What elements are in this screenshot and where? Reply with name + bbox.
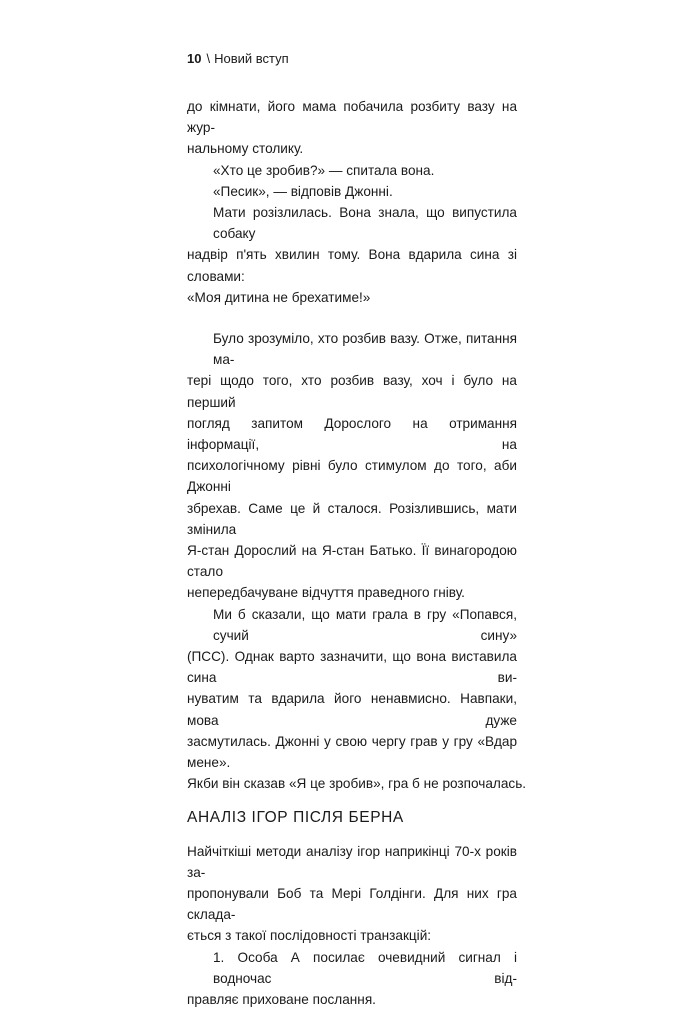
running-title: Новий вступ [214,51,289,66]
header-separator: \ [206,51,211,66]
text-line: надвір п'ять хвилин тому. Вона вдарила сина зі словами: [187,247,517,284]
text-line: Якби він сказав «Я це зробив», гра б не розпочалась. [187,776,527,792]
text-line: тері щодо того, хто розбив вазу, хоч і було на перший [187,373,517,410]
text-line: «Моя дитина не брехатиме!» [187,289,371,305]
text-line: непередбачуване відчуття праведного гніву. [187,585,465,601]
text-line: пропонували Боб та Мері Голдінги. Для них гра склада- [187,885,517,923]
text-line: Було зрозуміло, хто розбив вазу. Отже, питання ма- [213,331,517,368]
text-line: (ПСС). Однак варто зазначити, що вона виставила сина ви- [187,649,517,686]
text-line: «Песик», — відповів Джонні. [213,183,393,199]
paragraph-8 [187,947,517,1010]
paragraph-gap [187,308,517,328]
paragraph-2 [187,160,517,181]
paragraph-5 [187,328,517,604]
paragraph-3 [187,181,517,202]
text-line: до кімнати, його мама побачила розбиту вазу на жур- [187,99,517,136]
text-line: «Хто це зробив?» — спитала вона. [213,162,435,178]
paragraph-6 [187,604,527,795]
text-line: засмутилась. Джонні у свою чергу грав у гру «Вдар мене». [187,733,517,771]
paragraph-1 [187,96,517,160]
text-line: правляє приховане послання. [187,991,376,1007]
running-header [187,51,289,67]
text-line: нуватим та вдарила його ненавмисно. Навпаки, мова дуже [187,691,517,728]
text-line: ється з такої послідовності транзакцій: [187,928,432,944]
text-line: Найчіткіші методи аналізу ігор наприкінці 70-х років за- [187,843,517,880]
text-line: 1. Особа А посилає очевидний сигнал і водночас від- [213,949,517,986]
text-line: Мати розізлилась. Вона знала, що випустила собаку [213,205,517,242]
section-heading: АНАЛІЗ ІГОР ПІСЛЯ БЕРНА [187,808,404,826]
text-line: збрехав. Саме це й сталося. Розізлившись, мати змінила [187,500,517,537]
paragraph-7 [187,841,517,947]
page-number: 10 [187,51,202,66]
paragraph-4 [187,202,517,308]
text-line: Ми б сказали, що мати грала в гру «Попався, сучий сину» [213,606,517,643]
text-line: психологічному рівні було стимулом до того, аби Джонні [187,458,517,495]
text-line: Я-стан Дорослий на Я-стан Батько. Її винагородою стало [187,543,517,580]
text-line: нальному столику. [187,141,304,157]
page-body [187,96,527,1010]
text-line: погляд запитом Дорослого на отримання інформації, на [187,415,517,453]
